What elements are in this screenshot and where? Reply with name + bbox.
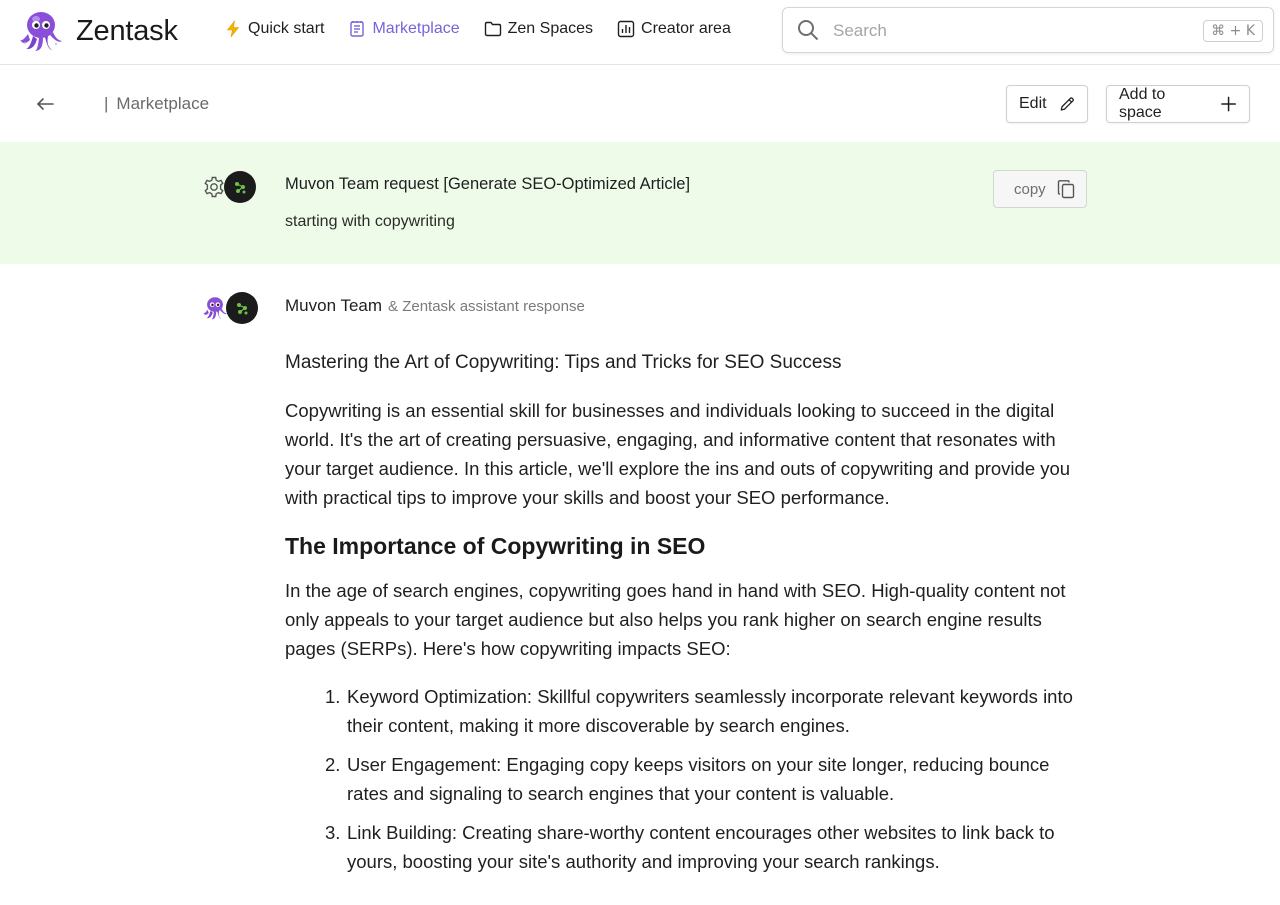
breadcrumb — [104, 94, 209, 114]
request-avatars — [202, 171, 256, 203]
breadcrumb-marketplace[interactable]: Marketplace — [116, 94, 210, 113]
response-author-name: Muvon Team — [285, 296, 383, 315]
list-item-number: 1. — [325, 686, 341, 707]
list-item — [325, 682, 1095, 740]
lightning-icon — [224, 20, 242, 38]
app-name: Zentask — [76, 14, 178, 47]
copy-icon — [1056, 179, 1076, 199]
zentask-octopus-avatar-icon — [202, 295, 228, 321]
breadcrumb-separator: | — [104, 94, 109, 113]
muvon-team-avatar — [224, 171, 256, 203]
back-arrow-icon[interactable] — [34, 93, 56, 115]
nav-item-label: Creator area — [641, 20, 731, 37]
nav-item-marketplace[interactable] — [348, 20, 459, 38]
list-item-text: Link Building: Creating share-worthy content encourages other websites to link back to yours, boosting your site's authority and improving your search rankings. — [347, 822, 1055, 872]
bar-chart-icon — [617, 20, 635, 38]
nav-item-label: Marketplace — [372, 20, 460, 37]
list-item — [325, 818, 1095, 876]
nav-item-label: Quick start — [248, 20, 325, 37]
top-navigation-bar — [0, 0, 1280, 65]
pencil-icon — [1059, 95, 1075, 113]
request-text: starting with copywriting — [285, 213, 455, 230]
request-title: Muvon Team request [Generate SEO-Optimized Article] — [285, 175, 691, 193]
add-to-space-label: Add to space — [1119, 86, 1166, 121]
list-item — [325, 750, 1095, 808]
list-item-text: User Engagement: Engaging copy keeps visitors on your site longer, reducing bounce rates and signaling to search engines that your content is valuable. — [347, 754, 1050, 804]
search-input[interactable] — [833, 18, 1193, 44]
search-box[interactable] — [782, 7, 1274, 53]
nav-item-label: Zen Spaces — [507, 20, 594, 37]
list-item-number: 2. — [325, 754, 341, 775]
nav-item-creator-area[interactable] — [617, 20, 731, 38]
article-title: Mastering the Art of Copywriting: Tips and Tricks for SEO Success — [285, 352, 842, 373]
article-paragraph: In the age of search engines, copywriting goes hand in hand with SEO. High-quality content not only appeals to your target audience but also helps you rank higher on search engine results pages (SERPs). Here's how copywriting impacts SEO: — [285, 580, 1066, 659]
article-intro: Copywriting is an essential skill for businesses and individuals looking to succeed in the digital world. It's the art of creating persuasive, engaging, and informative content that resonates with your target audience. In this article, we'll explore the ins and outs of copywriting and provide you with practical tips to improve your skills and boost your SEO performance. — [285, 400, 1071, 508]
folder-icon — [484, 20, 502, 38]
edit-button-label: Edit — [1019, 95, 1047, 112]
page-header — [0, 65, 1280, 142]
plus-icon — [1220, 95, 1237, 113]
main-nav — [224, 20, 731, 38]
response-article — [285, 348, 1095, 886]
response-subtitle: & Zentask assistant response — [388, 298, 585, 315]
copy-button-label: copy — [1014, 180, 1046, 198]
list-item-text: Keyword Optimization: Skillful copywriters seamlessly incorporate relevant keywords into their content, making it more discoverable by search engines. — [347, 686, 1073, 736]
gear-icon — [202, 175, 226, 199]
response-author — [285, 296, 585, 316]
search-icon — [797, 19, 819, 41]
response-avatars — [202, 292, 258, 324]
document-list-icon — [348, 20, 366, 38]
list-item-number: 3. — [325, 822, 341, 843]
app-logo[interactable] — [18, 10, 178, 52]
nav-item-quick-start[interactable] — [224, 20, 324, 38]
edit-button[interactable] — [1006, 85, 1088, 123]
muvon-logo-icon — [232, 298, 252, 318]
muvon-team-avatar — [226, 292, 258, 324]
add-to-space-button[interactable] — [1106, 85, 1250, 123]
article-list — [325, 682, 1095, 876]
octopus-logo-icon — [18, 10, 64, 52]
nav-item-zen-spaces[interactable] — [484, 20, 593, 38]
search-shortcut-hint: ⌘ + K — [1203, 20, 1263, 42]
muvon-logo-icon — [230, 177, 250, 197]
copy-button[interactable] — [993, 170, 1087, 208]
request-message — [0, 142, 1280, 264]
article-heading: The Importance of Copywriting in SEO — [285, 533, 706, 559]
